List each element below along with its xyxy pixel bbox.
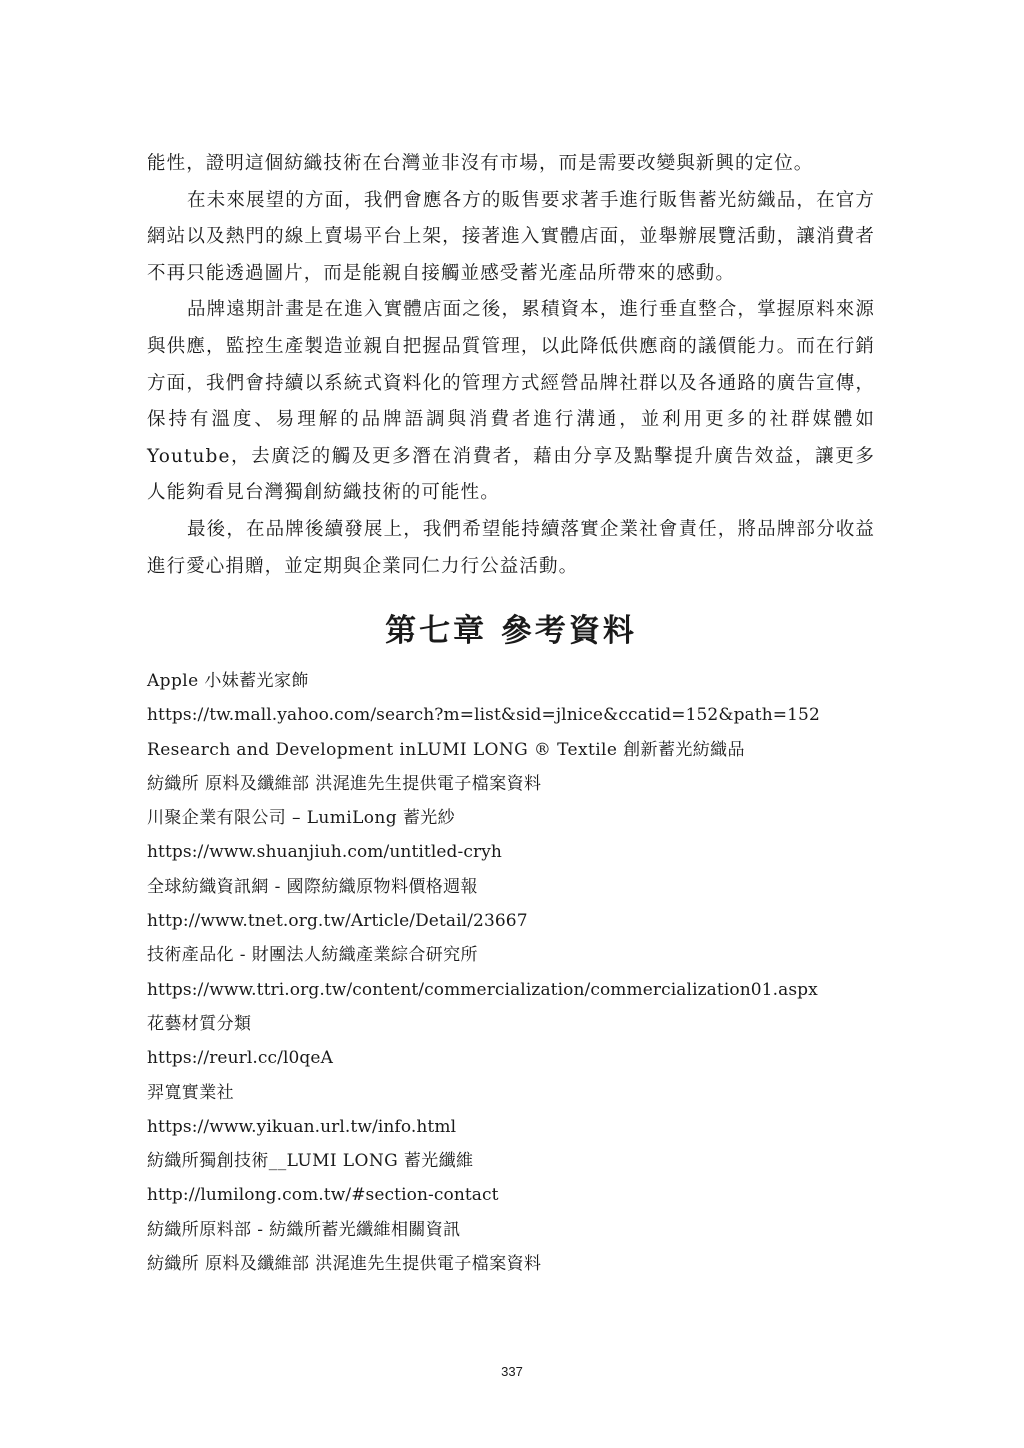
reference-url: https://www.ttri.org.tw/content/commercialization/commercialization01.aspx xyxy=(147,979,818,1000)
reference-url: https://reurl.cc/l0qeA xyxy=(147,1048,333,1069)
reference-title: 技術產品化 - 財團法人紡織產業綜合研究所 xyxy=(147,945,478,966)
reference-title: 全球紡織資訊網 - 國際紡織原物料價格週報 xyxy=(147,876,478,897)
reference-title: 花藝材質分類 xyxy=(147,1013,252,1034)
reference-url: http://lumilong.com.tw/#section-contact xyxy=(147,1185,499,1206)
reference-title: 紡織所 原料及纖維部 洪浘進先生提供電子檔案資料 xyxy=(147,773,542,794)
chapter-title: 第七章 參考資料 xyxy=(385,613,637,649)
reference-url: http://www.tnet.org.tw/Article/Detail/23667 xyxy=(147,911,528,932)
reference-title: Apple 小妹蓄光家飾 xyxy=(147,671,309,691)
reference-title: 紡織所獨創技術__LUMI LONG 蓄光纖維 xyxy=(147,1151,474,1172)
reference-url: https://tw.mall.yahoo.com/search?m=list&sid=jlnice&ccatid=152&path=152 xyxy=(147,705,820,726)
paragraph: 最後，在品牌後續發展上，我們希望能持續落實企業社會責任，將品牌部分收益進行愛心捐贈，並定期與企業同仁力行公益活動。 xyxy=(147,518,875,577)
reference-title: 紡織所原料部 - 紡織所蓄光纖維相關資訊 xyxy=(147,1219,461,1240)
page-number: 337 xyxy=(501,1364,523,1379)
reference-url: https://www.shuanjiuh.com/untitled-cryh xyxy=(147,842,502,863)
reference-title: 紡織所 原料及纖維部 洪浘進先生提供電子檔案資料 xyxy=(147,1254,542,1275)
reference-title: Research and Development inLUMI LONG ® Textile 創新蓄光紡織品 xyxy=(147,739,745,760)
paragraph: 在未來展望的方面，我們會應各方的販售要求著手進行販售蓄光紡織品，在官方網站以及熱門的線上賣場平台上架，接著進入實體店面，並舉辦展覽活動，讓消費者不再只能透過圖片，而是能親自接觸並感受蓄光產品所帶來的感動。 xyxy=(147,189,875,284)
paragraph: 能性，證明這個紡織技術在台灣並非沒有市場，而是需要改變與新興的定位。 xyxy=(147,153,814,174)
paragraph: 品牌遠期計畫是在進入實體店面之後，累積資本，進行垂直整合，掌握原料來源與供應，監控生產製造並親自把握品質管理，以此降低供應商的議價能力。而在行銷方面，我們會持續以系統式資料化的管理方式經營品牌社群以及各通路的廣告宣傳，保持有溫度、易理解的品牌語調與消費者進行溝通，並利用更多的社群媒體如 Youtube，去廣泛的觸及更多潛在消費者，藉由分享及點擊提升廣告效益，讓更多人能夠看見台灣獨創紡織技術的可能性。 xyxy=(147,299,875,504)
reference-title: 羿寬實業社 xyxy=(147,1082,234,1103)
reference-url: https://www.yikuan.url.tw/info.html xyxy=(147,1116,457,1137)
body-text xyxy=(147,146,875,585)
reference-list xyxy=(147,664,887,1281)
reference-title: 川聚企業有限公司 – LumiLong 蓄光紗 xyxy=(147,808,456,829)
